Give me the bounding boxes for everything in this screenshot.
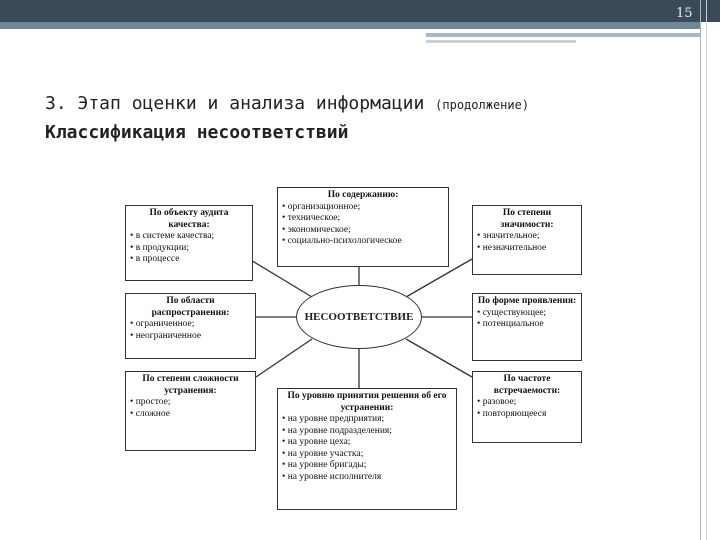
- list-item: • значительное;: [477, 231, 577, 243]
- box-content: [277, 187, 449, 267]
- accent-stripe-tertiary: [426, 40, 576, 43]
- box-frequency-header: По частоте встречаемости:: [493, 374, 561, 396]
- list-item: • на уровне участка;: [282, 449, 452, 461]
- center-node: НЕСООТВЕТСТВИЕ: [296, 285, 422, 349]
- list-item: • на уровне подразделения;: [282, 426, 452, 438]
- box-decision-level-header: По уровню принятия решения об его устранении:: [287, 391, 447, 413]
- list-item: • существующее;: [477, 308, 577, 320]
- list-item: • на уровне бригады;: [282, 460, 452, 472]
- page-number: 15: [676, 6, 693, 21]
- list-item: • повторяющееся: [477, 409, 577, 421]
- box-distribution-area: [125, 293, 256, 359]
- accent-stripe-secondary: [426, 33, 700, 37]
- box-complexity-header: По степени сложности устранения:: [142, 374, 239, 396]
- slide-title-main: 3. Этап оценки и анализа информации: [45, 93, 425, 114]
- connector-right3: [406, 339, 472, 377]
- list-item: • неограниченное: [130, 331, 251, 343]
- list-item: • экономическое;: [282, 225, 444, 237]
- box-significance-header: По степени значимости:: [500, 208, 554, 230]
- list-item: • незначительное: [477, 243, 577, 255]
- right-rail-line: [706, 0, 707, 540]
- list-item: • разовое;: [477, 397, 577, 409]
- list-item: • на уровне цеха;: [282, 437, 452, 449]
- classification-diagram: [120, 183, 585, 513]
- box-decision-level: [277, 388, 457, 510]
- list-item: • техническое;: [282, 213, 444, 225]
- list-item: • организационное;: [282, 202, 444, 214]
- list-item: • ограниченное;: [130, 319, 251, 331]
- list-item: • на уровне предприятия;: [282, 414, 452, 426]
- list-item: • сложное: [130, 409, 251, 421]
- box-distribution-area-header: По области распространения:: [151, 296, 230, 318]
- right-rail: [700, 0, 720, 540]
- top-bar: [0, 0, 720, 22]
- list-item: • потенциальное: [477, 319, 577, 331]
- box-significance: [472, 205, 582, 275]
- box-content-header: По содержанию:: [327, 190, 399, 200]
- list-item: • на уровне исполнителя: [282, 472, 452, 484]
- list-item: • социально-психологическое: [282, 236, 444, 248]
- box-frequency: [472, 371, 582, 443]
- list-item: • в системе качества;: [130, 231, 248, 243]
- slide-title: [45, 93, 529, 114]
- list-item: • в процессе: [130, 254, 248, 266]
- slide-title-note: (продолжение): [435, 98, 530, 112]
- list-item: • простое;: [130, 397, 251, 409]
- box-audit-object: [125, 205, 253, 281]
- box-audit-object-header: По объекту аудита качества:: [149, 208, 229, 230]
- accent-stripe: [0, 22, 700, 29]
- slide-subtitle: Классификация несоответствий: [45, 122, 349, 143]
- box-complexity: [125, 371, 256, 451]
- list-item: • в продукции;: [130, 243, 248, 255]
- box-manifestation-form: [472, 293, 582, 361]
- connector-left3: [256, 339, 312, 377]
- box-manifestation-form-header: По форме проявления:: [477, 296, 577, 306]
